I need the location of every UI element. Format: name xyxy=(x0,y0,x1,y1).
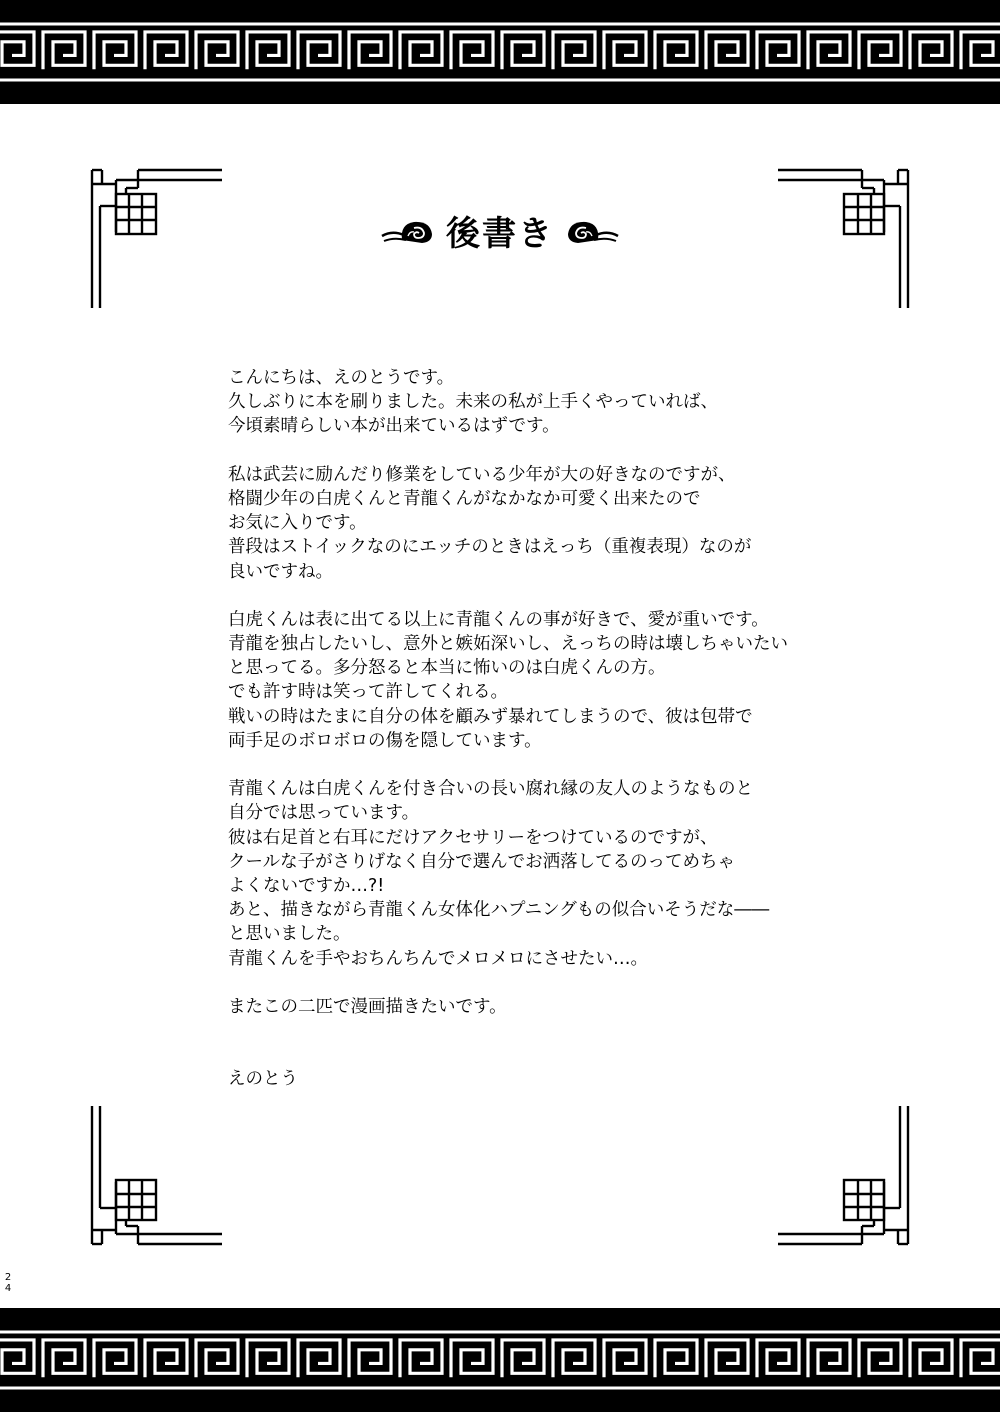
text-line: でも許す時は笑って許してくれる。 xyxy=(228,682,508,703)
text-line: 両手足のボロボロの傷を隠しています。 xyxy=(228,730,542,751)
greek-key-unit xyxy=(502,1340,544,1377)
greek-key-unit xyxy=(43,32,85,69)
greek-key-unit xyxy=(451,32,493,69)
greek-key-unit xyxy=(706,32,748,69)
text-line: よくないですか…?! xyxy=(228,875,385,896)
greek-key-unit xyxy=(298,32,340,69)
text-line: お気に入りです。 xyxy=(228,513,367,534)
greek-key-unit xyxy=(43,1340,85,1377)
greek-key-unit xyxy=(0,1340,34,1377)
greek-key-unit xyxy=(655,1340,697,1377)
greek-key-unit xyxy=(400,32,442,69)
corner-ornament-bottom-right xyxy=(778,1106,910,1248)
text-line: あと、描きながら青龍くん女体化ハプニングもの似合いそうだな―― xyxy=(228,900,770,921)
greek-key-unit xyxy=(859,32,901,69)
greek-key-unit xyxy=(808,1340,850,1377)
greek-key-unit xyxy=(961,32,1000,69)
text-line: 自分では思っています。 xyxy=(228,803,420,824)
greek-key-unit xyxy=(502,32,544,69)
greek-key-unit xyxy=(859,1340,901,1377)
cloud-swirl-icon xyxy=(380,214,436,246)
greek-key-unit xyxy=(94,1340,136,1377)
greek-key-unit xyxy=(349,32,391,69)
text-line: 久しぶりに本を刷りました。未来の私が上手くやっていれば、 xyxy=(228,392,718,413)
greek-key-unit xyxy=(553,32,595,69)
greek-key-unit xyxy=(757,1340,799,1377)
corner-ornament-bottom-left xyxy=(90,1106,222,1248)
text-line: 今頃素晴らしい本が出来ているはずです。 xyxy=(228,416,560,437)
greek-key-unit xyxy=(706,1340,748,1377)
corner-ornament-top-left xyxy=(90,166,222,308)
text-line: 格闘少年の白虎くんと青龍くんがなかなか可愛く出来たので xyxy=(228,488,701,509)
greek-key-unit xyxy=(247,1340,289,1377)
paragraph xyxy=(228,777,788,971)
greek-key-border-icon xyxy=(0,1308,1000,1412)
greek-key-unit xyxy=(808,32,850,69)
greek-key-unit xyxy=(553,1340,595,1377)
text-line: と思ってる。多分怒ると本当に怖いのは白虎くんの方。 xyxy=(228,658,666,679)
text-line: 青龍くんを手やおちんちんでメロメロにさせたい…。 xyxy=(228,948,648,969)
greek-key-unit xyxy=(298,1340,340,1377)
page-number-digit: 4 xyxy=(4,1283,12,1294)
text-line: 青龍くんは白虎くんを付き合いの長い腐れ縁の友人のようなものと xyxy=(228,779,753,800)
page-number xyxy=(3,1272,13,1294)
greek-key-unit xyxy=(757,32,799,69)
cloud-swirl-icon xyxy=(564,214,620,246)
greek-key-unit xyxy=(451,1340,493,1377)
heading-block xyxy=(380,202,620,258)
paragraph xyxy=(228,608,788,753)
lattice-corner-ornament-icon xyxy=(90,1106,222,1248)
text-line: 白虎くんは表に出てる以上に青龍くんの事が好きで、愛が重いです。 xyxy=(228,609,769,630)
top-greek-key-border xyxy=(0,0,1000,104)
greek-key-unit xyxy=(196,32,238,69)
greek-key-border-icon xyxy=(0,0,1000,104)
lattice-corner-ornament-icon xyxy=(778,1106,910,1248)
page-title: 後書き xyxy=(446,213,554,254)
paragraph xyxy=(228,366,788,439)
greek-key-unit xyxy=(145,32,187,69)
greek-key-unit xyxy=(349,1340,391,1377)
text-line: 私は武芸に励んだり修業をしている少年が大の好きなのですが、 xyxy=(228,464,736,485)
greek-key-unit xyxy=(655,32,697,69)
greek-key-unit xyxy=(961,1340,1000,1377)
greek-key-unit xyxy=(0,32,34,69)
text-line: と思いました。 xyxy=(228,924,351,945)
afterword-body xyxy=(228,366,788,1092)
text-line: 青龍を独占したいし、意外と嫉妬深いし、えっちの時は壊しちゃいたい xyxy=(228,634,788,655)
signature: えのとう xyxy=(228,1069,298,1090)
lattice-corner-ornament-icon xyxy=(90,166,222,308)
greek-key-unit xyxy=(94,32,136,69)
greek-key-unit xyxy=(196,1340,238,1377)
bottom-greek-key-border xyxy=(0,1308,1000,1412)
text-line: 彼は右足首と右耳にだけアクセサリーをつけているのですが、 xyxy=(228,827,718,848)
text-line: 普段はストイックなのにエッチのときはえっち（重複表現）なのが xyxy=(228,537,752,558)
lattice-corner-ornament-icon xyxy=(778,166,910,308)
page-number-digit: 2 xyxy=(4,1272,12,1283)
greek-key-unit xyxy=(145,1340,187,1377)
corner-ornament-top-right xyxy=(778,166,910,308)
paragraph xyxy=(228,463,788,584)
greek-key-unit xyxy=(604,32,646,69)
text-line: クールな子がさりげなく自分で選んでお洒落してるのってめちゃ xyxy=(228,851,735,872)
greek-key-unit xyxy=(604,1340,646,1377)
greek-key-unit xyxy=(400,1340,442,1377)
text-line: またこの二匹で漫画描きたいです。 xyxy=(228,996,507,1017)
text-line: 戦いの時はたまに自分の体を顧みず暴れてしまうので、彼は包帯で xyxy=(228,706,753,727)
paragraph xyxy=(228,995,788,1019)
greek-key-unit xyxy=(247,32,289,69)
greek-key-unit xyxy=(910,1340,952,1377)
text-line: こんにちは、えのとうです。 xyxy=(228,368,455,388)
text-line: 良いですね。 xyxy=(228,561,333,582)
greek-key-unit xyxy=(910,32,952,69)
